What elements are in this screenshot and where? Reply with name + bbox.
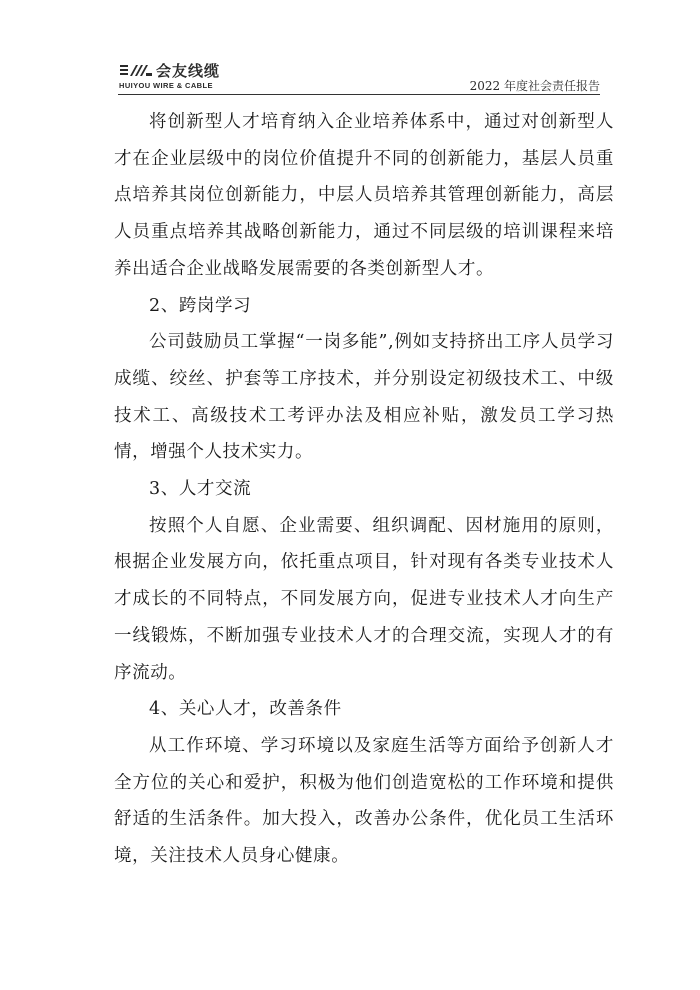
company-logo: [118, 60, 258, 92]
paragraph-care-for-talent: 从工作环境、学习环境以及家庭生活等方面给予创新人才全方位的关心和爱护，积极为他们创造宽松的工作环境和提供舒适的生活条件。加大投入，改善办公条件，优化员工生活环境，关注技术人员身心健康。: [114, 735, 614, 867]
page-header: [0, 0, 700, 100]
document-body: [114, 104, 614, 875]
paragraph-talent-exchange: 按照个人自愿、企业需要、组织调配、因材施用的原则，根据企业发展方向，依托重点项目，针对现有各类专业技术人才成长的不同特点，不同发展方向，促进专业技术人才向生产一线锻炼，不断加强专业技术人才的合理交流，实现人才的有序流动。: [114, 515, 614, 683]
header-divider: [118, 94, 600, 95]
report-title: 2022 年度社会责任报告: [469, 79, 600, 93]
company-name-en: HUIYOU WIRE & CABLE: [119, 81, 213, 90]
paragraph-cross-post-learning: 公司鼓励员工掌握“一岗多能”,例如支持挤出工序人员学习成缆、绞丝、护套等工序技术，并分别设定初级技术工、中级技术工、高级技术工考评办法及相应补贴，激发员工学习热情，增强个人技术实力。: [114, 332, 614, 463]
company-name: 会友线缆: [156, 62, 221, 80]
company-logo-icon: [118, 62, 154, 80]
section-heading-care-for-talent: 4、关心人才，改善条件: [149, 699, 342, 720]
paragraph-innovation-talent: 将创新型人才培育纳入企业培养体系中，通过对创新型人才在企业层级中的岗位价值提升不同的创新能力，基层人员重点培养其岗位创新能力，中层人员培养其管理创新能力，高层人员重点培养其战略创新能力，通过不同层级的培训课程来培养出适合企业战略发展需要的各类创新型人才。: [114, 112, 614, 279]
section-heading-cross-post-learning: 2、跨岗学习: [149, 295, 252, 316]
section-heading-talent-exchange: 3、人才交流: [149, 479, 252, 500]
